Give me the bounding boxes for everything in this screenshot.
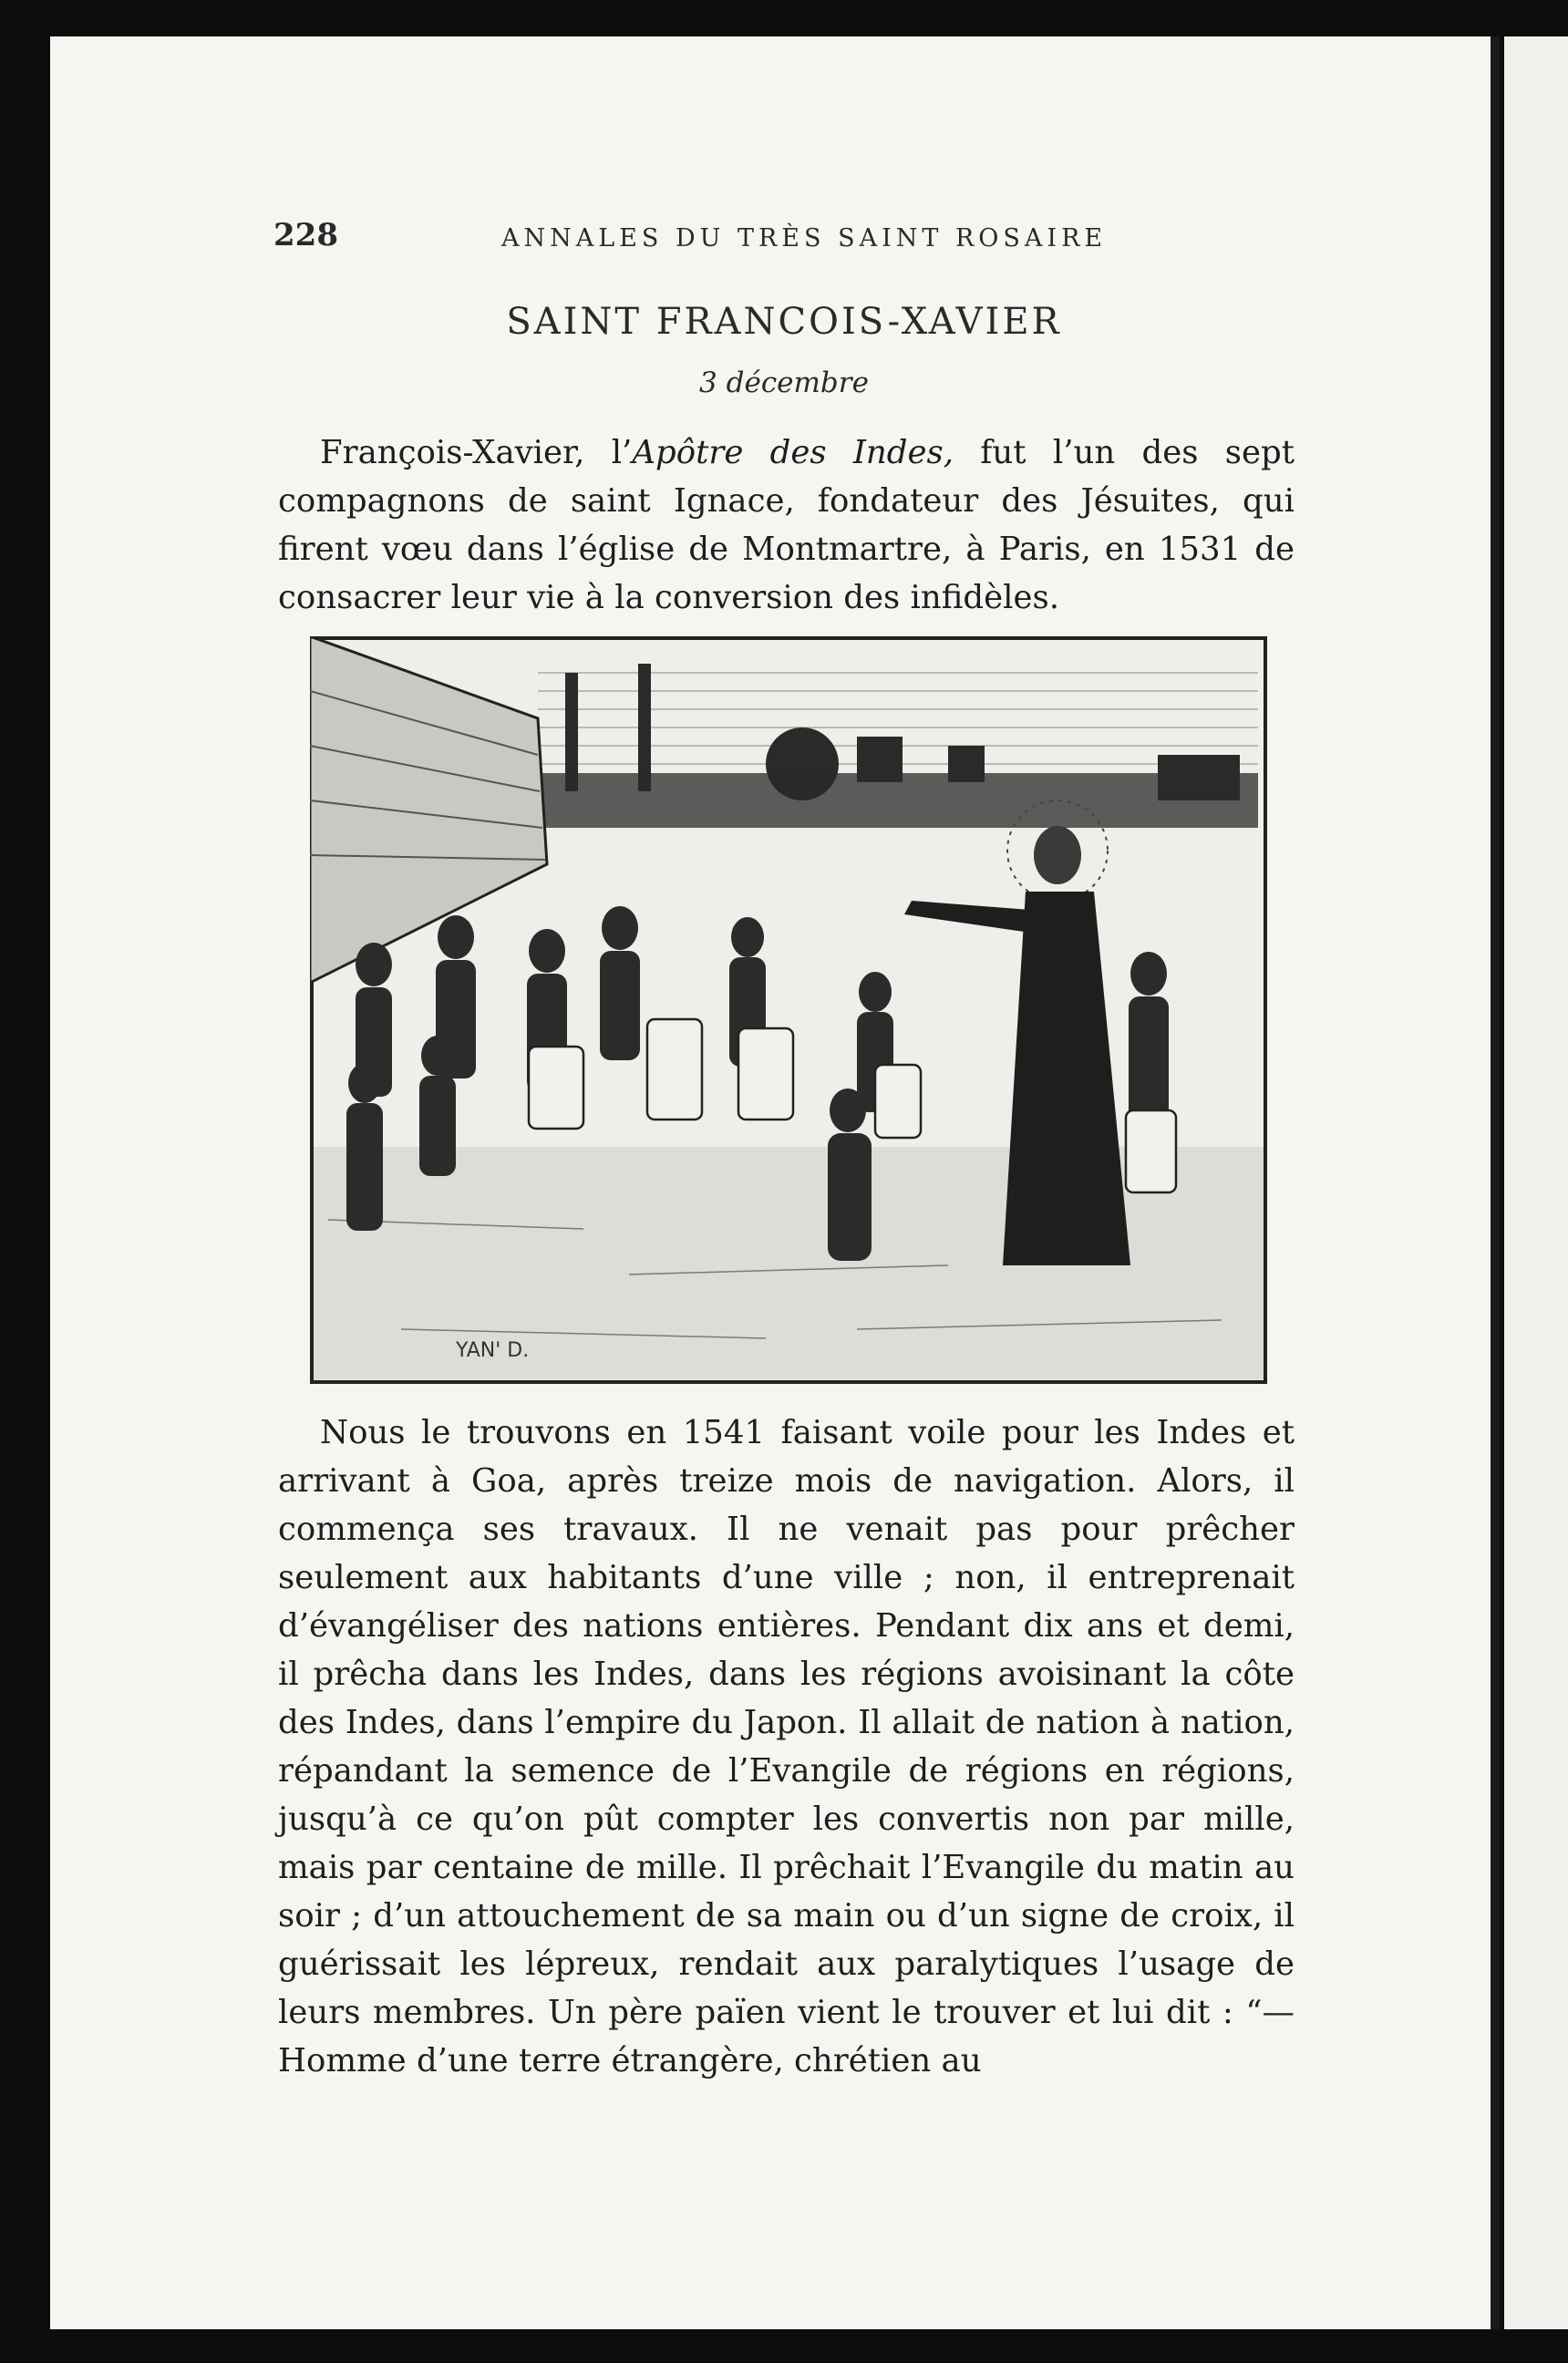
- engraving-drawing: [310, 636, 1267, 1384]
- article-title: SAINT FRANCOIS-XAVIER: [506, 301, 1062, 343]
- body-paragraph: Nous le trouvons en 1541 faisant voile pour les Indes et arrivant à Goa, après treize mois de navigation. Alors, il commença ses travaux. Il ne venait pas pour prêcher seulement aux habitants d’une ville ; non, il entreprenait d’évangéliser des nations entières. Pendant dix ans et demi, il prêcha dans les Indes, dans les régions avoisinant la côte des Indes, dans l’empire du Japon. Il allait de nation à nation, répandant la semence de l’Evangile de régions en régions, jusqu’à ce qu’on pût compter les convertis non par mille, mais par centaine de mille. Il prêchait l’Evangile du matin au soir ; d’un attouchement de sa main ou d’un signe de croix, il guérissait les lépreux, rendait aux paralytiques l’usage de leurs membres. Un père païen vient le trouver et lui dit : “—Homme d’une terre étrangère, chrétien au: [278, 1414, 1295, 2079]
- engraving-illustration: [310, 636, 1267, 1384]
- intro-italic-title: Apôtre des Indes,: [632, 434, 954, 471]
- feast-date: 3 décembre: [699, 366, 869, 399]
- intro-text-start: François-Xavier, l’: [320, 434, 633, 471]
- page-header: [273, 217, 1295, 263]
- artist-signature: YAN' D.: [456, 1339, 530, 1362]
- facing-page-edge: [1504, 36, 1568, 2329]
- intro-paragraph: [278, 428, 1295, 622]
- running-head: ANNALES DU TRÈS SAINT ROSAIRE: [501, 224, 1108, 253]
- intro-text-end: fut l’un des sept compagnons de saint Ignace, fondateur des Jésuites, qui firent vœu dans l’église de Montmartre, à Paris, en 1531 de consacrer leur vie à la conversion des infidèles.: [278, 434, 1295, 616]
- page-number: 228: [273, 217, 338, 253]
- child-figure: [828, 1089, 872, 1261]
